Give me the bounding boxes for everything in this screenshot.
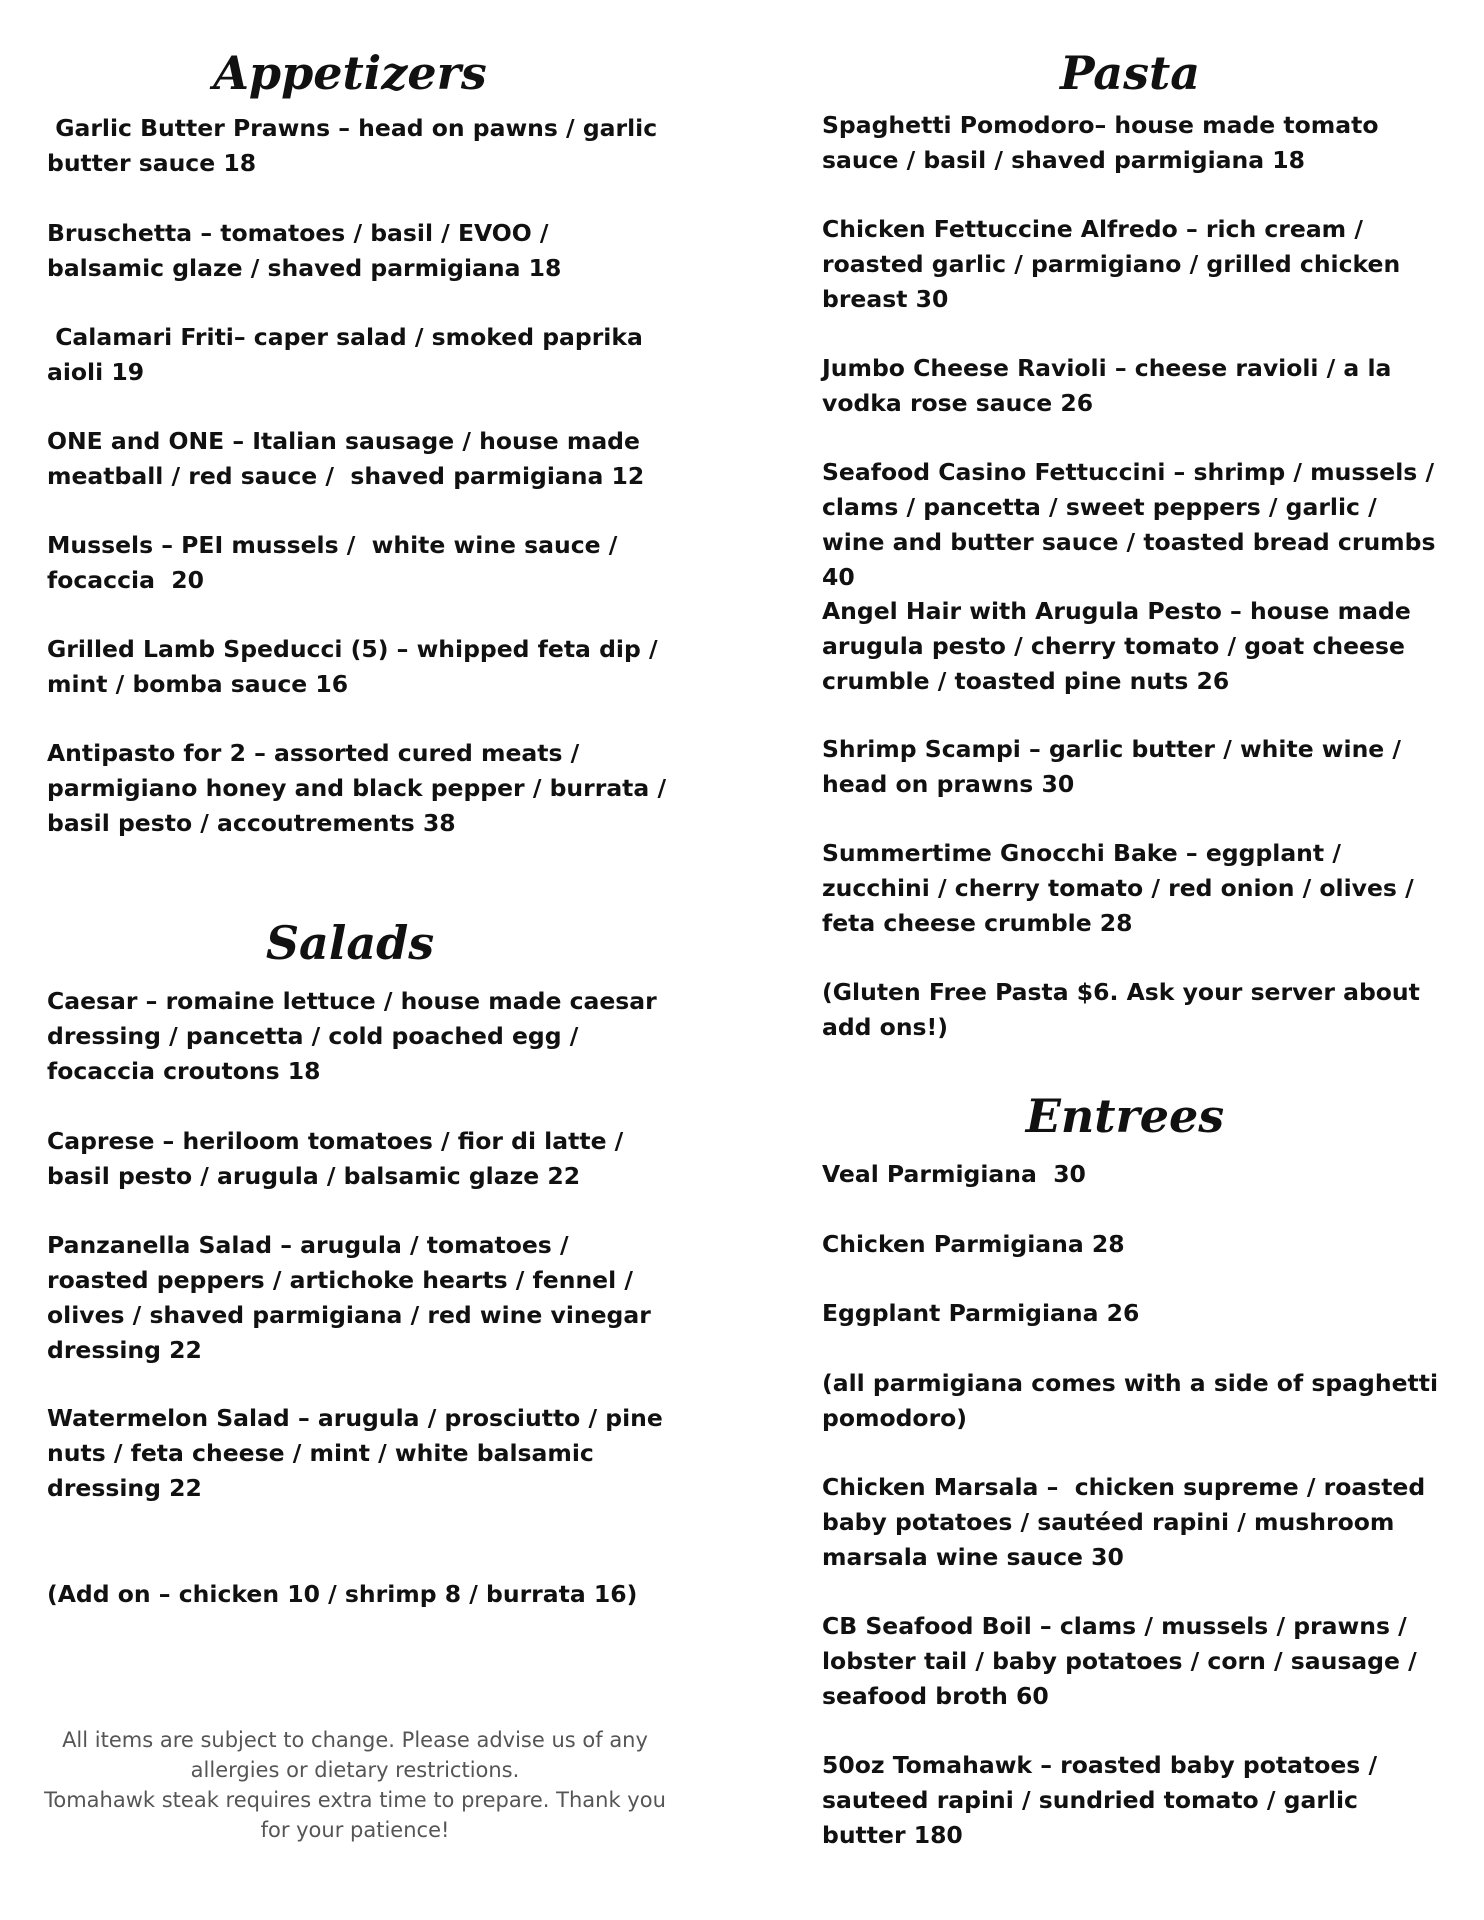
entree-item: CB Seafood Boil – clams / mussels / prawns / lobster tail / baby potatoes / corn / sausage / seafood broth 60 <box>822 1612 1425 1710</box>
footer-allergy-note: All items are subject to change. Please advise us of any allergies or dietary restrictions. <box>62 1728 648 1782</box>
appetizer-item: Bruschetta – tomatoes / basil / EVOO / balsamic glaze / shaved parmigiana 18 <box>47 219 562 282</box>
salad-item: Caesar – romaine lettuce / house made caesar dressing / pancetta / cold poached egg / focaccia croutons 18 <box>47 987 665 1085</box>
salad-addon-note: (Add on – chicken 10 / shrimp 8 / burrata 16) <box>47 1580 638 1608</box>
entree-item: Veal Parmigiana 30 <box>822 1160 1086 1188</box>
entree-parmigiana-note: (all parmigiana comes with a side of spaghetti pomodoro) <box>822 1369 1447 1432</box>
entree-item: Chicken Parmigiana 28 <box>822 1230 1125 1258</box>
appetizer-item: ONE and ONE – Italian sausage / house made meatball / red sauce / shaved parmigiana 12 <box>47 427 649 490</box>
appetizer-item: Calamari Friti– caper salad / smoked paprika aioli 19 <box>47 323 652 386</box>
appetizer-item: Mussels – PEI mussels / white wine sauce / focaccia 20 <box>47 531 626 594</box>
footer-tomahawk-note: Tomahawk steak requires extra time to prepare. Thank you for your patience! <box>44 1788 666 1842</box>
pasta-item: Angel Hair with Arugula Pesto – house made arugula pesto / cherry tomato / goat cheese crumble / toasted pine nuts 26 <box>822 597 1419 695</box>
pasta-item: Summertime Gnocchi Bake – eggplant / zucchini / cherry tomato / red onion / olives / feta cheese crumble 28 <box>822 839 1422 937</box>
footer-disclaimer <box>40 1725 670 1845</box>
appetizers-heading: Appetizers <box>213 46 487 100</box>
salads-heading: Salads <box>265 916 435 970</box>
pasta-item: Chicken Fettuccine Alfredo – rich cream / roasted garlic / parmigiano / grilled chicken breast 30 <box>822 215 1409 313</box>
salad-item: Caprese – heriloom tomatoes / fior di latte / basil pesto / arugula / balsamic glaze 22 <box>47 1127 632 1190</box>
appetizer-item: Antipasto for 2 – assorted cured meats / parmigiano honey and black pepper / burrata / basil pesto / accoutrements 38 <box>47 739 675 837</box>
pasta-item: Seafood Casino Fettuccini – shrimp / mussels / clams / pancetta / sweet peppers / garlic / wine and butter sauce / toasted bread crumbs 40 <box>822 458 1444 591</box>
pasta-item: Spaghetti Pomodoro– house made tomato sauce / basil / shaved parmigiana 18 <box>822 111 1387 174</box>
entree-item: 50oz Tomahawk – roasted baby potatoes / sauteed rapini / sundried tomato / garlic butter 180 <box>822 1751 1386 1849</box>
salad-item: Panzanella Salad – arugula / tomatoes / roasted peppers / artichoke hearts / fennel / olives / shaved parmigiana / red wine vinegar dressing 22 <box>47 1231 660 1364</box>
pasta-gluten-free-note: (Gluten Free Pasta $6. Ask your server about add ons!) <box>822 978 1429 1041</box>
appetizer-item: Garlic Butter Prawns – head on pawns / garlic butter sauce 18 <box>47 114 666 177</box>
entrees-heading: Entrees <box>1025 1089 1225 1143</box>
salad-item: Watermelon Salad – arugula / prosciutto / pine nuts / feta cheese / mint / white balsamic dressing 22 <box>47 1404 672 1502</box>
pasta-heading: Pasta <box>1059 46 1201 100</box>
pasta-item: Shrimp Scampi – garlic butter / white wine / head on prawns 30 <box>822 735 1410 798</box>
appetizer-item: Grilled Lamb Speducci (5) – whipped feta dip / mint / bomba sauce 16 <box>47 635 666 698</box>
entree-item: Chicken Marsala – chicken supreme / roasted baby potatoes / sautéed rapini / mushroom marsala wine sauce 30 <box>822 1473 1434 1571</box>
pasta-item: Jumbo Cheese Ravioli – cheese ravioli / a la vodka rose sauce 26 <box>822 354 1400 417</box>
entree-item: Eggplant Parmigiana 26 <box>822 1299 1140 1327</box>
